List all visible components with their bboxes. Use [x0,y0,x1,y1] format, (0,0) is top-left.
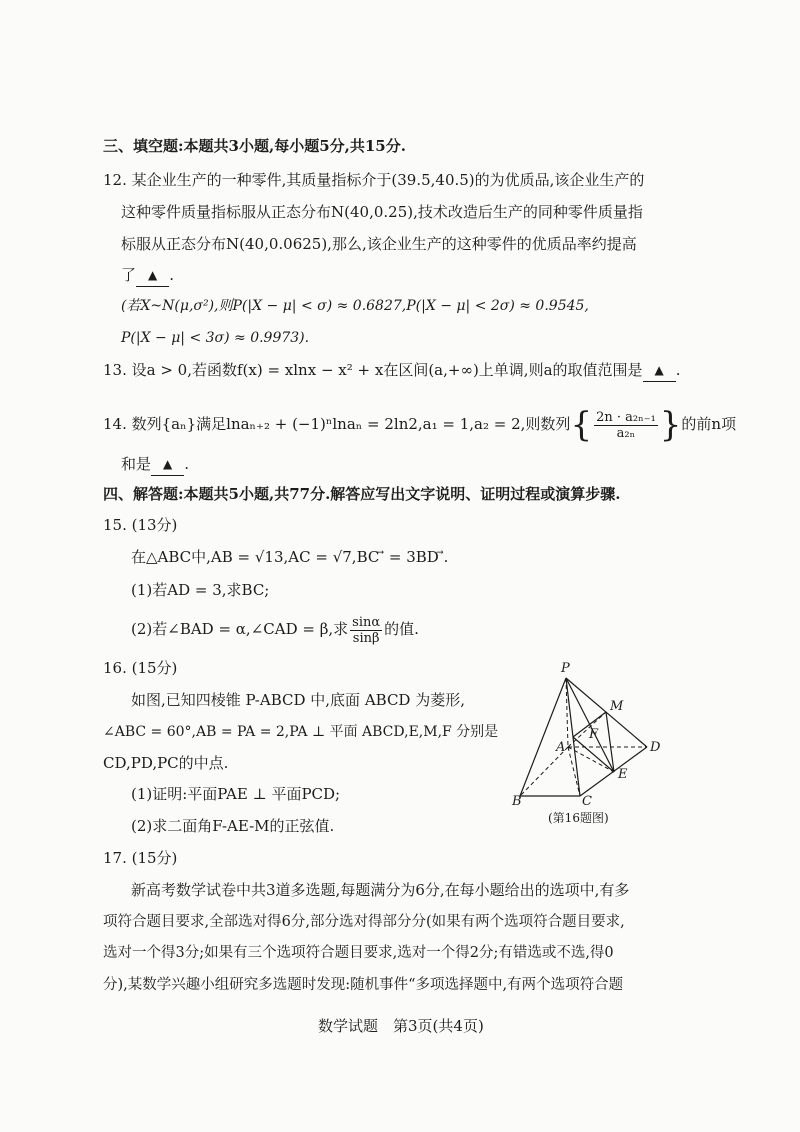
label-F: F [589,727,599,742]
q12-line-3: 标服从正态分布N(40,0.0625),那么,该企业生产的这种零件的优质品率约提高 [121,235,637,253]
brace-open: { [570,405,593,445]
q14-line-2-text: 和是 [121,455,152,473]
q15-part-2-end: 的值. [384,620,419,638]
q15-frac-numerator: sinα [352,614,381,630]
edge-PE [566,678,614,772]
edge-AC [568,747,580,796]
section-3-heading: 三、填空题:本题共3小题,每小题5分,共15分. [103,137,406,155]
q15-label: 15. (13分) [103,516,178,534]
q12-line-2: 这种零件质量指标服从正态分布N(40,0.25),技术改造后生产的同种零件质量指 [121,203,643,221]
q16-part-1: (1)证明:平面PAE ⊥ 平面PCD; [131,785,341,803]
q14-after: 的前n项 [681,415,737,433]
q16-line-3: CD,PD,PC的中点. [103,754,229,772]
triangle-marker-icon: ▲ [654,363,664,377]
q13-end: . [675,361,681,379]
q16-part-2: (2)求二面角F-AE-M的正弦值. [131,817,335,835]
q17-line-2: 项符合题目要求,全部选对得6分,部分选对得部分分(如果有两个选项符合题目要求, [103,914,625,930]
q14-fraction [594,410,658,441]
label-P: P [561,661,570,676]
q12-line-4 [121,265,174,287]
figure-caption: (第16题图) [548,811,609,825]
q14-end: . [184,455,190,473]
label-C: C [582,794,592,809]
q13-text: 13. 设a > 0,若函数f(x) = xlnx − x² + x在区间(a,+∞)上单调,则a的取值范围是 [103,361,643,379]
q17-label: 17. (15分) [103,849,178,867]
q15-part-1: (1)若AD = 3,求BC; [131,581,270,599]
label-M: M [610,699,624,714]
edge-AM [568,712,606,747]
q17-line-4: 分),某数学兴趣小组研究多选题时发现:随机事件“多项选择题中,有两个选项符合题 [103,977,624,993]
q15-frac-denominator: sinβ [352,630,380,646]
q16-line-2: ∠ABC = 60°,AB = PA = 2,PA ⊥ 平面 ABCD,E,M,F 分别是 [103,724,499,740]
label-A: A [556,740,566,755]
q12-line-4-text: 了 [121,266,137,284]
q14-frac-denominator: a₂ₙ [616,425,636,441]
q12-hint-1: (若X~N(μ,σ²),则P(|X − μ| < σ) ≈ 0.6827,P(|X − μ| < 2σ) ≈ 0.9545, [121,298,589,314]
q15-line-1: 在△ABC中,AB = √13,AC = √7,BC ⃗ = 3BD ⃗. [131,548,449,566]
section-4-heading: 四、解答题:本题共5小题,共77分.解答应写出文字说明、证明过程或演算步骤. [103,485,621,503]
q16-label: 16. (15分) [103,659,178,677]
q14-line-2 [121,454,189,476]
q16-line-1: 如图,已知四棱锥 P-ABCD 中,底面 ABCD 为菱形, [131,691,465,709]
q12-line-4-end: . [169,266,175,284]
q12-hint-2: P(|X − μ| < 3σ) ≈ 0.9973). [121,330,310,346]
edge-FE [573,737,614,772]
label-E: E [618,767,628,782]
q14-line-1 [103,404,736,444]
answer-blank [643,360,676,382]
q17-line-3: 选对一个得3分;如果有三个选项符合题目要求,选对一个得2分;有错选或不选,得0 [103,945,614,961]
answer-blank [136,265,169,287]
triangle-marker-icon: ▲ [148,268,158,282]
pyramid-figure [500,650,680,835]
page-footer: 数学试题 第3页(共4页) [318,1017,484,1035]
label-D: D [650,740,661,755]
answer-blank [151,454,184,476]
brace-close: } [659,405,682,445]
q14-frac-numerator: 2n · a₂ₙ₋₁ [596,409,656,425]
q15-fraction [350,615,382,646]
triangle-marker-icon: ▲ [163,457,173,471]
q13-line [103,360,681,382]
q12-line-1: 12. 某企业生产的一种零件,其质量指标介于(39.5,40.5)的为优质品,该企业生产的 [103,171,645,189]
q15-part-2-text: (2)若∠BAD = α,∠CAD = β,求 [131,620,349,638]
label-B: B [512,794,522,809]
q14-text: 14. 数列{aₙ}满足lnaₙ₊₂ + (−1)ⁿlnaₙ = 2ln2,a₁ = 1,a₂ = 2,则数列 [103,415,571,433]
q15-part-2 [131,614,419,646]
q17-line-1: 新高考数学试卷中共3道多选题,每题满分为6分,在每小题给出的选项中,有多 [131,881,630,899]
edge-PB [520,678,566,796]
